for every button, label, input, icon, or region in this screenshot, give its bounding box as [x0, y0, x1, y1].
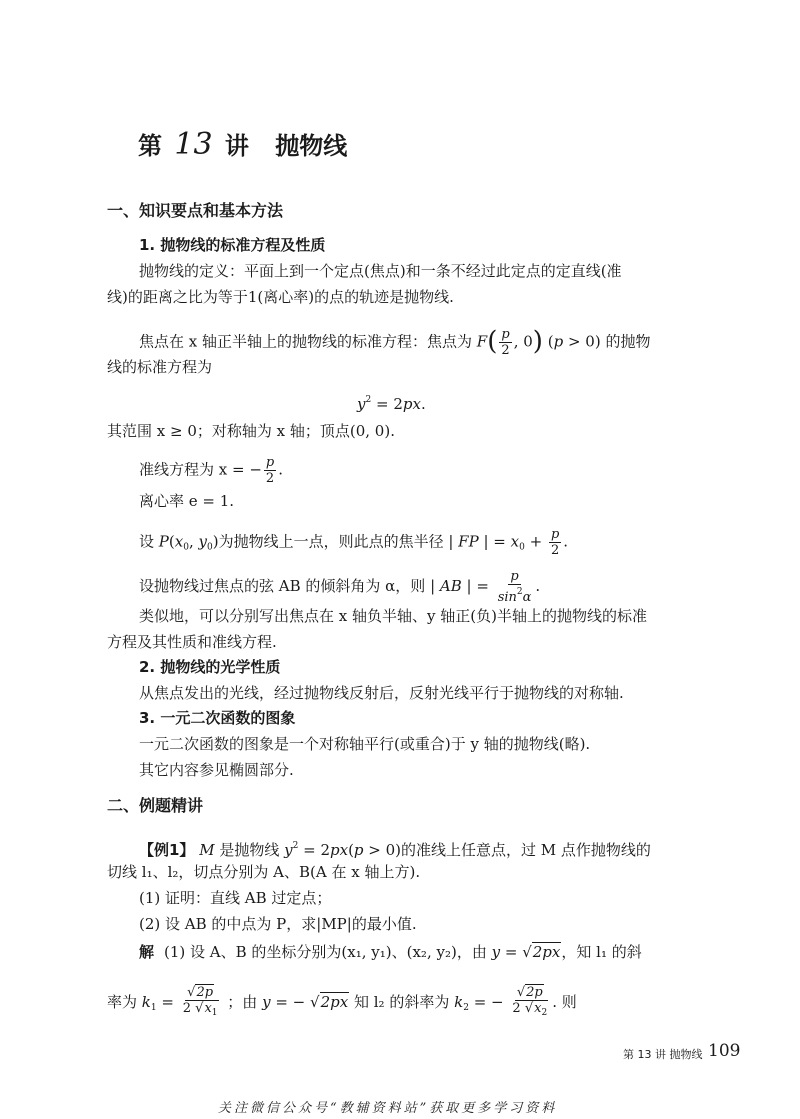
- solution-line-2-end: . 则: [552, 993, 577, 1011]
- solution-line-1-text: (1) 设 A、B 的坐标分别为(x₁, y₁)、(x₂, y₂)，由: [164, 943, 487, 961]
- title-name: 抛物线: [275, 132, 348, 160]
- watermark-text: 关注微信公众号“教辅资料站”获取更多学习资料: [218, 1101, 558, 1116]
- range-line: 其范围 x ≥ 0；对称轴为 x 轴；顶点(0, 0).: [107, 422, 395, 440]
- example-line-1: 【例1】 M 是抛物线 $y^2 = 2px(p > 0)$的准线上任意点，过 M 点作抛物线的: [139, 841, 651, 859]
- see-ellipse-text: 其它内容参见椭圆部分.: [139, 761, 294, 779]
- p-over-2-fraction: $\frac{p}{2}$: [501, 327, 510, 358]
- definition-line-2: 线)的距离之比为等于1(离心率)的点的轨迹是抛物线.: [107, 288, 454, 306]
- question-1: (1) 证明：直线 AB 过定点；: [139, 889, 332, 907]
- focal-fraction: $\frac{p}{2}$: [550, 527, 560, 558]
- k2-fraction: $\frac{√2p}{2 √x_2}$: [512, 985, 548, 1018]
- directrix-text: 准线方程为 x = −: [139, 460, 262, 479]
- chord-fraction: $\frac{p}{\sin^2\alpha}$: [497, 569, 532, 605]
- title-suffix: 讲: [224, 132, 249, 160]
- example-line-2: 切线 l₁、l₂，切点分别为 A、B(A 在 x 轴上方).: [107, 863, 421, 881]
- title-prefix: 第: [138, 132, 162, 160]
- focus-label: F: [476, 332, 488, 351]
- solution-label: 解: [139, 943, 155, 961]
- directrix-fraction: $\frac{p}{2}$: [265, 455, 275, 486]
- example-line-1-text: 的准线上任意点，过 M 点作抛物线的: [401, 841, 651, 859]
- subheading-3: 3. 一元二次函数的图象: [139, 709, 296, 727]
- subheading-1: 1. 抛物线的标准方程及性质: [139, 236, 326, 254]
- standard-form-line-1: 焦点在 x 轴正半轴上的抛物线的标准方程：焦点为 F( $\frac{p}{2}$ , 0) (p > 0) 的抛物: [139, 326, 651, 358]
- section-heading-1: 一、知识要点和基本方法: [107, 201, 284, 220]
- k1-fraction: $\frac{√2p}{2 √x_1}$: [182, 985, 218, 1018]
- similar-line-1: 类似地，可以分别写出焦点在 x 轴负半轴、y 轴正(负)半轴上的抛物线的标准: [139, 607, 647, 625]
- focal-chord-text: 设抛物线过焦点的弦 AB 的倾斜角为 α，则: [139, 577, 426, 595]
- standard-form-text: 焦点在 x 轴正半轴上的抛物线的标准方程：焦点为: [139, 332, 472, 351]
- solution-line-2-start: 率为: [107, 993, 138, 1011]
- quadratic-graph-text: 一元二次函数的图象是一个对称轴平行(或重合)于 y 轴的抛物线(略).: [139, 735, 591, 753]
- section-heading-2: 二、例题精讲: [107, 796, 204, 815]
- similar-line-2: 方程及其性质和准线方程.: [107, 633, 277, 651]
- subheading-2: 2. 抛物线的光学性质: [139, 658, 281, 676]
- solution-line-1-tail: ，知 l₁ 的斜: [561, 943, 642, 961]
- solution-line-2: 率为 $k_1$ = $\frac{√2p}{2 √x_1}$ ；由 y = − √2px 知 l₂ 的斜率为 $k_2$ = − $\frac{√2p}{2 √x_2}$ . 则: [107, 985, 577, 1021]
- focal-chord-line: 设抛物线过焦点的弦 AB 的倾斜角为 α，则 | AB | = $\frac{p}{\sin^2\alpha}$ .: [139, 569, 541, 605]
- title-number: 13: [174, 127, 213, 162]
- sqrt-2px: √2px: [522, 943, 561, 961]
- question-2: (2) 设 AB 的中点为 P，求|MP|的最小值.: [139, 915, 417, 933]
- focal-radius-text: 为抛物线上一点，则此点的焦半径: [218, 532, 444, 551]
- standard-equation: $y^2 = 2px$.: [357, 395, 426, 413]
- focal-radius-line: 设 $P(x_0$, $y_0$)为抛物线上一点，则此点的焦半径 | FP | = $x_0$ + $\frac{p}{2}$ .: [139, 527, 569, 558]
- lecture-title: [138, 126, 347, 162]
- running-title: 第 13 讲 抛物线: [623, 1048, 703, 1061]
- page-number: 109: [708, 1041, 741, 1061]
- eccentricity-line: 离心率 e = 1.: [139, 492, 235, 510]
- directrix-line: 准线方程为 x = − $\frac{p}{2}$ .: [139, 455, 284, 486]
- solution-line-1: 解 (1) 设 A、B 的坐标分别为(x₁, y₁)、(x₂, y₂)，由 y = √2px，知 l₁ 的斜: [139, 943, 642, 961]
- definition-line-1: 抛物线的定义：平面上到一个定点(焦点)和一条不经过此定点的定直线(准: [139, 262, 622, 280]
- standard-form-tail: 的抛物: [605, 332, 651, 351]
- example-label: 【例1】: [139, 841, 195, 859]
- solution-line-2-mid: ；由: [227, 993, 258, 1011]
- optical-property-text: 从焦点发出的光线，经过抛物线反射后，反射光线平行于抛物线的对称轴.: [139, 684, 624, 702]
- solution-line-2-slope: 知 l₂ 的斜率为: [353, 993, 450, 1011]
- running-footer: [623, 1046, 703, 1062]
- standard-form-line-2: 线的标准方程为: [107, 358, 213, 376]
